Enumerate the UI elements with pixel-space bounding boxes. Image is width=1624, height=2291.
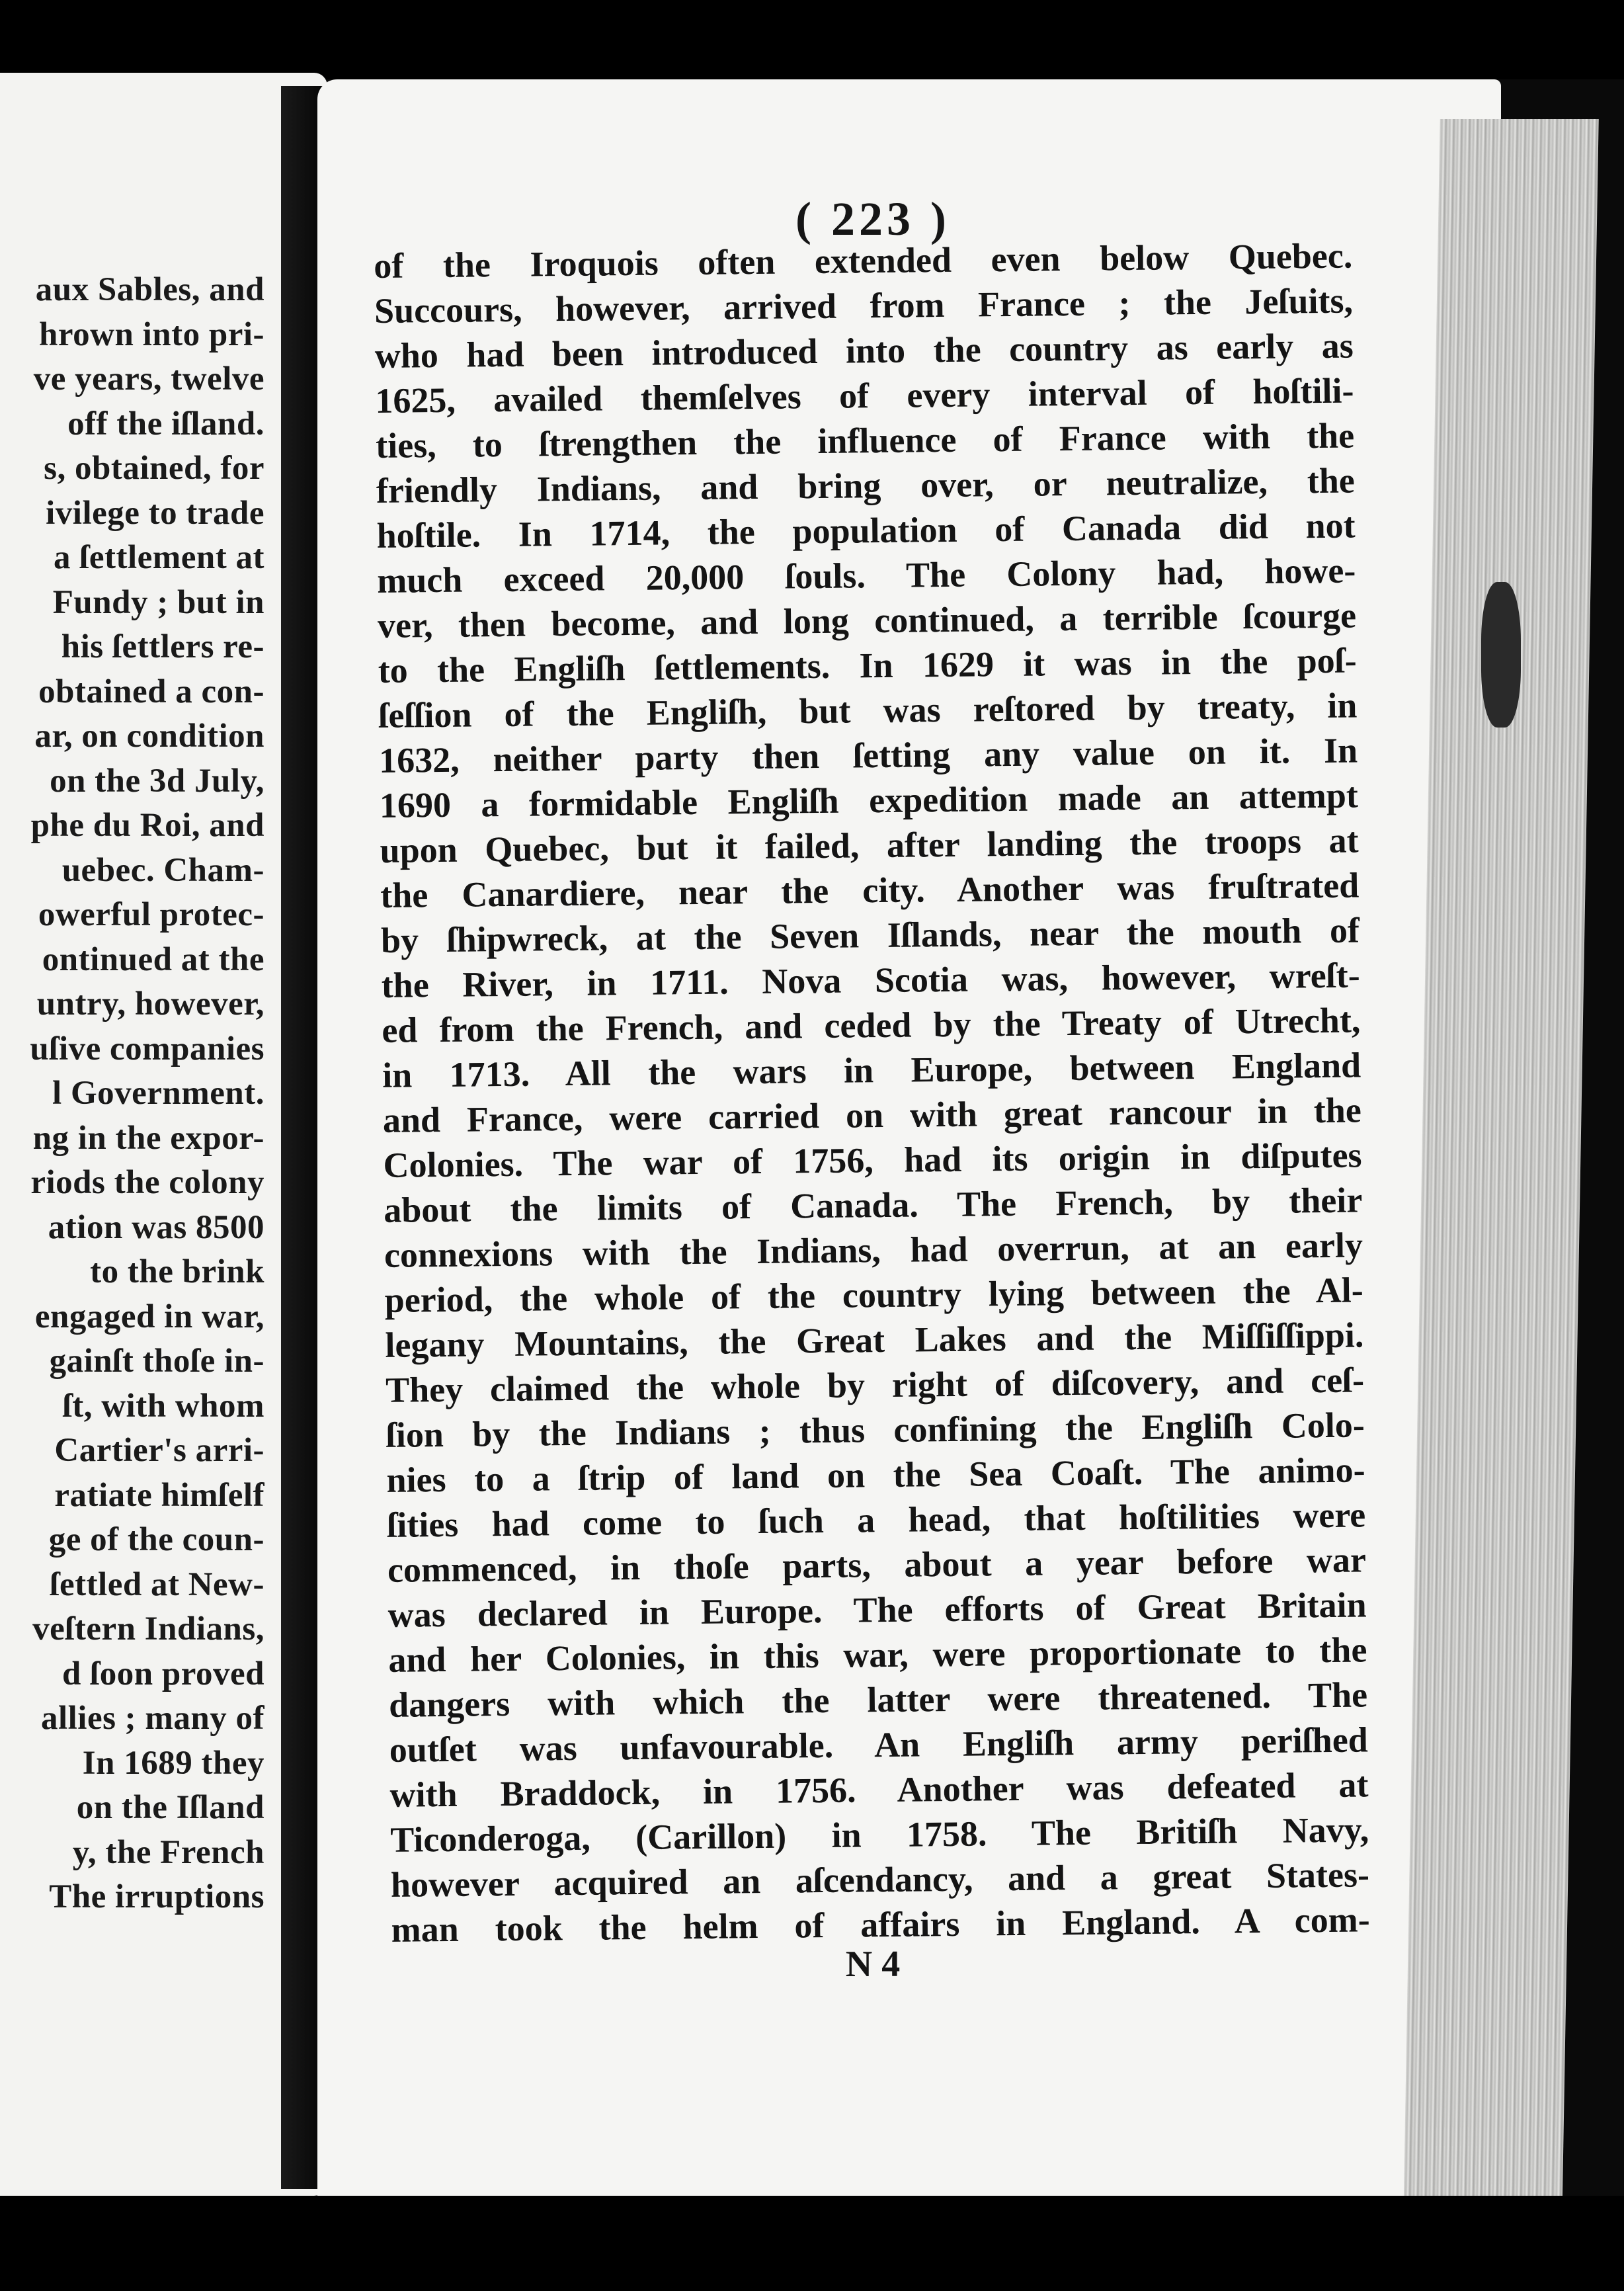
left-line: y, the French	[72, 1833, 264, 1871]
left-line: ng in the expor-	[32, 1119, 264, 1157]
left-page-text	[0, 268, 264, 1920]
right-page-text	[374, 233, 1370, 1952]
body-line: friendly Indians, and bring over, or neutralize, the	[376, 460, 1356, 511]
left-line: allies ; many of	[40, 1700, 264, 1737]
body-line: 1632, neither party then ſetting any value on it. In	[378, 730, 1358, 780]
body-line: commenced, in thoſe parts, about a year before war	[387, 1540, 1367, 1590]
body-line: in 1713. All the wars in Europe, between England	[382, 1045, 1361, 1095]
left-line: uſive companies	[30, 1030, 264, 1067]
left-line: phe du Roi, and	[30, 807, 264, 844]
body-line: ties, to ſtrengthen the influence of France with the	[375, 415, 1355, 466]
body-line: who had been introduced into the country as early as	[374, 325, 1354, 376]
left-line: ation was 8500	[48, 1208, 264, 1246]
body-line: about the limits of Canada. The French, by their	[383, 1180, 1363, 1230]
background-top	[0, 0, 1624, 79]
left-line: on the Iſland	[76, 1789, 264, 1826]
left-line: obtained a con-	[38, 673, 264, 710]
body-line: nies to a ſtrip of land on the Sea Coaſt. The animo-	[386, 1450, 1365, 1500]
body-line: much exceed 20,000 ſouls. The Colony had, howe-	[377, 550, 1356, 601]
body-line: outſet was unfavourable. An Engliſh army periſhed	[389, 1720, 1369, 1770]
page-number: ( 223 )	[795, 192, 950, 245]
left-line: ve years, twelve	[33, 360, 264, 397]
body-line: was declared in Europe. The efforts of Great Britain	[387, 1585, 1367, 1635]
body-line: however acquired an aſcendancy, and a great States-	[390, 1854, 1370, 1905]
body-line: Ticonderoga, (Carillon) in 1758. The Britiſh Navy,	[389, 1810, 1369, 1860]
body-line: with Braddock, in 1756. Another was defeated at	[389, 1765, 1369, 1815]
left-line: on the 3d July,	[50, 762, 264, 800]
left-line: ivilege to trade	[46, 494, 264, 532]
left-line: ar, on condition	[34, 718, 264, 755]
body-line: ſeſſion of the Engliſh, but was reſtored by treaty, in	[378, 685, 1358, 735]
body-line: 1690 a formidable Engliſh expedition made an attempt	[379, 775, 1359, 825]
body-line: connexions with the Indians, had overrun, at an early	[384, 1225, 1363, 1275]
left-line: to the brink	[90, 1253, 264, 1290]
left-line: d ſoon proved	[62, 1655, 264, 1692]
body-line: upon Quebec, but it failed, after landing the troops at	[380, 820, 1359, 870]
body-line: ſion by the Indians ; thus confining the Engliſh Colo-	[386, 1405, 1365, 1455]
body-line: dangers with which the latter were threatened. The	[388, 1675, 1368, 1725]
left-line: uebec. Cham-	[61, 851, 264, 889]
body-line: period, the whole of the country lying between the Al-	[384, 1270, 1363, 1320]
body-line: legany Mountains, the Great Lakes and the Miſſiſſippi.	[385, 1315, 1364, 1365]
body-line: man took the helm of affairs in England. A com-	[391, 1899, 1370, 1950]
body-line: Colonies. The war of 1756, had its origin in diſputes	[383, 1135, 1362, 1185]
left-line: The irruptions	[49, 1878, 264, 1915]
left-line: engaged in war,	[34, 1298, 264, 1335]
left-line: In 1689 they	[82, 1744, 264, 1782]
left-line: aux Sables, and	[35, 271, 264, 308]
signature-mark: N 4	[845, 1944, 901, 1985]
left-line: riods the colony	[30, 1164, 264, 1201]
left-line: off the iſland.	[67, 405, 264, 442]
body-line: 1625, availed themſelves of every interval of hoſtili-	[375, 370, 1354, 421]
page-edge-stain	[1481, 582, 1521, 728]
left-line: gainſt thoſe in-	[49, 1343, 264, 1380]
body-line: and France, were carried on with great rancour in the	[382, 1090, 1362, 1140]
body-line: by ſhipwreck, at the Seven Iſlands, near the mouth of	[380, 910, 1360, 960]
left-line: owerful protec-	[38, 896, 264, 933]
left-line: ſettled at New-	[50, 1565, 264, 1603]
left-line: Fundy ; but in	[52, 583, 264, 621]
body-line: of the Iroquois often extended even below Quebec.	[374, 235, 1353, 286]
left-line: his ſettlers re-	[61, 628, 264, 665]
left-line: ratiate himſelf	[54, 1476, 264, 1514]
left-line: ge of the coun-	[48, 1521, 264, 1558]
body-line: Succours, however, arrived from France ; the Jeſuits,	[374, 280, 1354, 331]
body-line: the Canardiere, near the city. Another was fruſtrated	[380, 865, 1360, 915]
body-line: the River, in 1711. Nova Scotia was, however, wreſt-	[381, 955, 1360, 1005]
body-line: hoſtile. In 1714, the population of Canada did not	[376, 505, 1356, 556]
left-line: untry, however,	[36, 985, 264, 1022]
body-line: They claimed the whole by right of diſcovery, and ceſ-	[385, 1360, 1365, 1410]
left-line: s, obtained, for	[44, 450, 264, 487]
left-line: veſtern Indians,	[32, 1610, 264, 1647]
body-line: to the Engliſh ſettlements. In 1629 it was in the poſ-	[378, 640, 1357, 690]
background-bottom	[0, 2196, 1624, 2291]
body-line: ed from the French, and ceded by the Treaty of Utrecht,	[382, 1000, 1361, 1050]
body-line: ſities had come to ſuch a head, that hoſtilities were	[386, 1495, 1366, 1545]
left-line: hrown into pri-	[39, 315, 264, 353]
left-line: Cartier's arri-	[54, 1432, 264, 1469]
left-line: l Government.	[52, 1075, 264, 1112]
body-line: ver, then become, and long continued, a terrible ſcourge	[377, 595, 1357, 646]
left-line: ſt, with whom	[62, 1387, 264, 1425]
left-line: ontinued at the	[42, 940, 264, 978]
left-line: a ſettlement at	[53, 539, 264, 576]
body-line: and her Colonies, in this war, were proportionate to the	[388, 1630, 1367, 1680]
